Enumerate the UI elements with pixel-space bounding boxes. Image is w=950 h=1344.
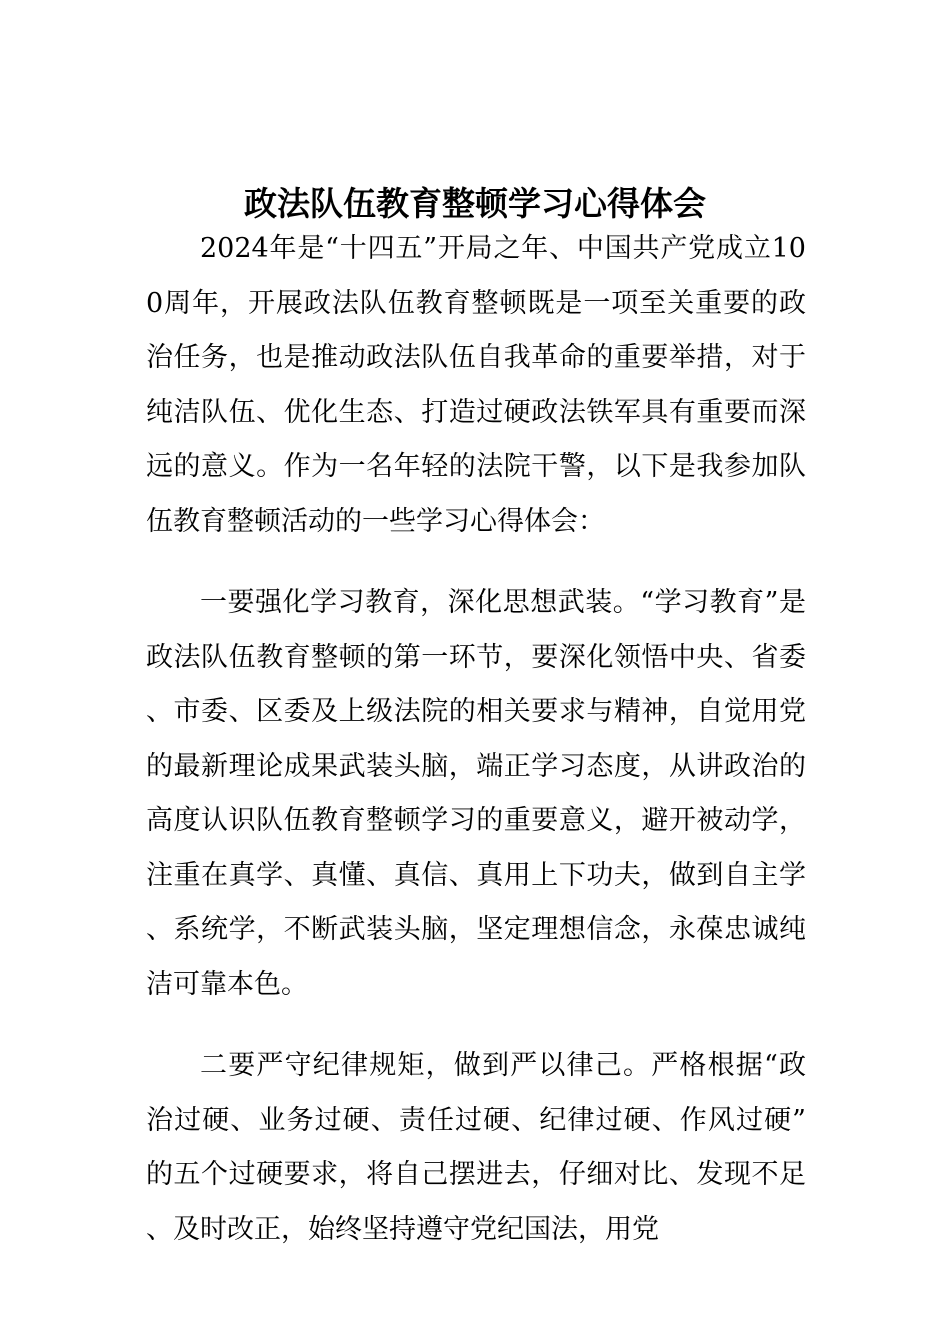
document-title: 政法队伍教育整顿学习心得体会	[244, 184, 706, 223]
document-body	[146, 222, 806, 1284]
paragraph-discipline: 二要严守纪律规矩，做到严以律己。严格根据“政治过硬、业务过硬、责任过硬、纪律过硬、作风过硬”的五个过硬要求，将自己摆进去，仔细对比、发现不足、及时改正，始终坚持遵守党纪国法，用党	[146, 1050, 806, 1245]
paragraph-study-education: 一要强化学习教育，深化思想武装。“学习教育”是政法队伍教育整顿的第一环节，要深化领悟中央、省委、市委、区委及上级法院的相关要求与精神，自觉用党的最新理论成果武装头脑，端正学习态度，从讲政治的高度认识队伍教育整顿学习的重要意义，避开被动学，注重在真学、真懂、真信、真用上下功夫，做到自主学、系统学，不断武装头脑，坚定理想信念，永葆忠诚纯洁可靠本色。	[146, 587, 806, 1000]
paragraph-intro: 2024年是“十四五”开局之年、中国共产党成立100周年，开展政法队伍教育整顿既是一项至关重要的政治任务，也是推动政法队伍自我革命的重要举措，对于纯洁队伍、优化生态、打造过硬政法铁军具有重要而深远的意义。作为一名年轻的法院干警，以下是我参加队伍教育整顿活动的一些学习心得体会：	[146, 233, 806, 537]
